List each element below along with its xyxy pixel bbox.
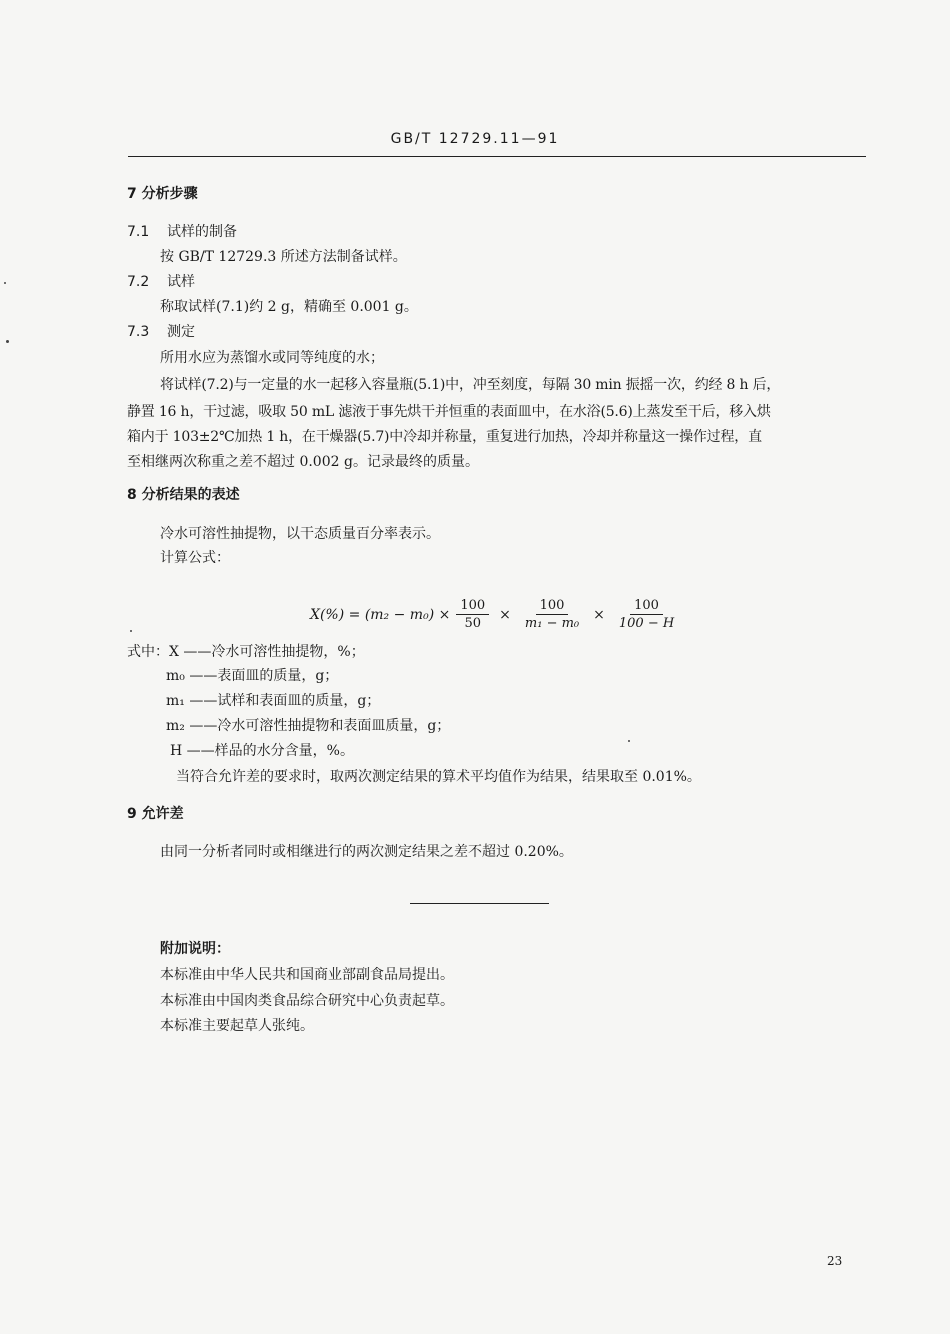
- standard-number-header: GB/T 12729.11—91: [390, 131, 560, 147]
- notes-line-1: 本标准由中华人民共和国商业部副食品局提出。: [160, 967, 454, 983]
- section-7-3-title: [127, 323, 195, 341]
- where-m2: m₂ ——冷水可溶性抽提物和表面皿质量，g；: [166, 718, 451, 734]
- fraction-2-denominator: m₁ − m₀: [524, 616, 580, 631]
- scan-speck: [6, 340, 9, 343]
- formula-fraction-1: [456, 598, 489, 631]
- fraction-3-numerator: 100: [630, 598, 663, 615]
- section-7-3-line-2: 将试样(7.2)与一定量的水一起移入容量瓶(5.1)中，冲至刻度，每隔 30 min 振摇一次，约经 8 h 后，: [160, 377, 781, 393]
- formula-fraction-2: [521, 598, 583, 631]
- notes-heading: 附加说明：: [160, 941, 230, 957]
- scan-speck: [130, 630, 132, 632]
- page-number: 23: [827, 1254, 843, 1268]
- section-7-3-label: 测定: [167, 324, 195, 340]
- calculation-formula: [310, 598, 684, 631]
- where-m1: m₁ ——试样和表面皿的质量，g；: [166, 693, 381, 709]
- section-9-text: 由同一分析者同时或相继进行的两次测定结果之差不超过 0.20%。: [160, 844, 573, 860]
- scan-speck: [628, 740, 630, 742]
- section-7-3-line-1: 所用水应为蒸馏水或同等纯度的水；: [160, 350, 384, 366]
- where-intro: 式中：X ——冷水可溶性抽提物，%；: [127, 644, 365, 660]
- end-rule: [410, 903, 549, 904]
- scan-speck: [4, 282, 6, 284]
- section-7-1-label: 试样的制备: [167, 224, 237, 240]
- fraction-1-denominator: 50: [464, 616, 482, 631]
- fraction-3-denominator: 100 − H: [618, 616, 675, 631]
- section-8-heading: 8 分析结果的表述: [127, 487, 240, 503]
- notes-line-2: 本标准由中国肉类食品综合研究中心负责起草。: [160, 993, 454, 1009]
- section-7-1-title: [127, 223, 237, 241]
- section-7-2-number: 7.2: [127, 274, 150, 290]
- section-9-heading: 9 允许差: [127, 806, 184, 822]
- fraction-2-numerator: 100: [536, 598, 569, 615]
- section-7-3-line-4: 箱内于 103±2℃加热 1 h，在干燥器(5.7)中冷却并称量，重复进行加热，冷却并称量这一操作过程，直: [127, 429, 762, 445]
- section-7-3-number: 7.3: [127, 324, 150, 340]
- section-7-1-number: 7.1: [127, 224, 150, 240]
- result-rule: 当符合允许差的要求时，取两次测定结果的算术平均值作为结果，结果取至 0.01%。: [176, 769, 701, 785]
- section-8-line-1: 冷水可溶性抽提物，以干态质量百分率表示。: [160, 526, 440, 542]
- section-7-2-title: [127, 273, 195, 291]
- section-7-1-text: 按 GB/T 12729.3 所述方法制备试样。: [160, 249, 407, 265]
- formula-lhs: X(%) = (m₂ − m₀) ×: [310, 606, 451, 623]
- where-H: H ——样品的水分含量，%。: [170, 743, 354, 759]
- section-7-2-text: 称取试样(7.1)约 2 g，精确至 0.001 g。: [160, 299, 418, 315]
- section-8-line-2: 计算公式：: [160, 550, 230, 566]
- formula-times-2: ×: [593, 606, 605, 623]
- notes-line-3: 本标准主要起草人张纯。: [160, 1018, 314, 1034]
- formula-times-1: ×: [499, 606, 511, 623]
- header-rule: [128, 156, 866, 157]
- where-m0: m₀ ——表面皿的质量，g；: [166, 668, 339, 684]
- formula-fraction-3: [615, 598, 678, 631]
- section-7-3-line-3: 静置 16 h，干过滤，吸取 50 mL 滤液于事先烘干并恒重的表面皿中，在水浴(5.6)上蒸发至干后，移入烘: [127, 404, 771, 420]
- section-7-3-line-5: 至相继两次称重之差不超过 0.002 g。记录最终的质量。: [127, 454, 479, 470]
- fraction-1-numerator: 100: [456, 598, 489, 615]
- section-7-2-label: 试样: [167, 274, 195, 290]
- section-7-heading: 7 分析步骤: [127, 186, 198, 202]
